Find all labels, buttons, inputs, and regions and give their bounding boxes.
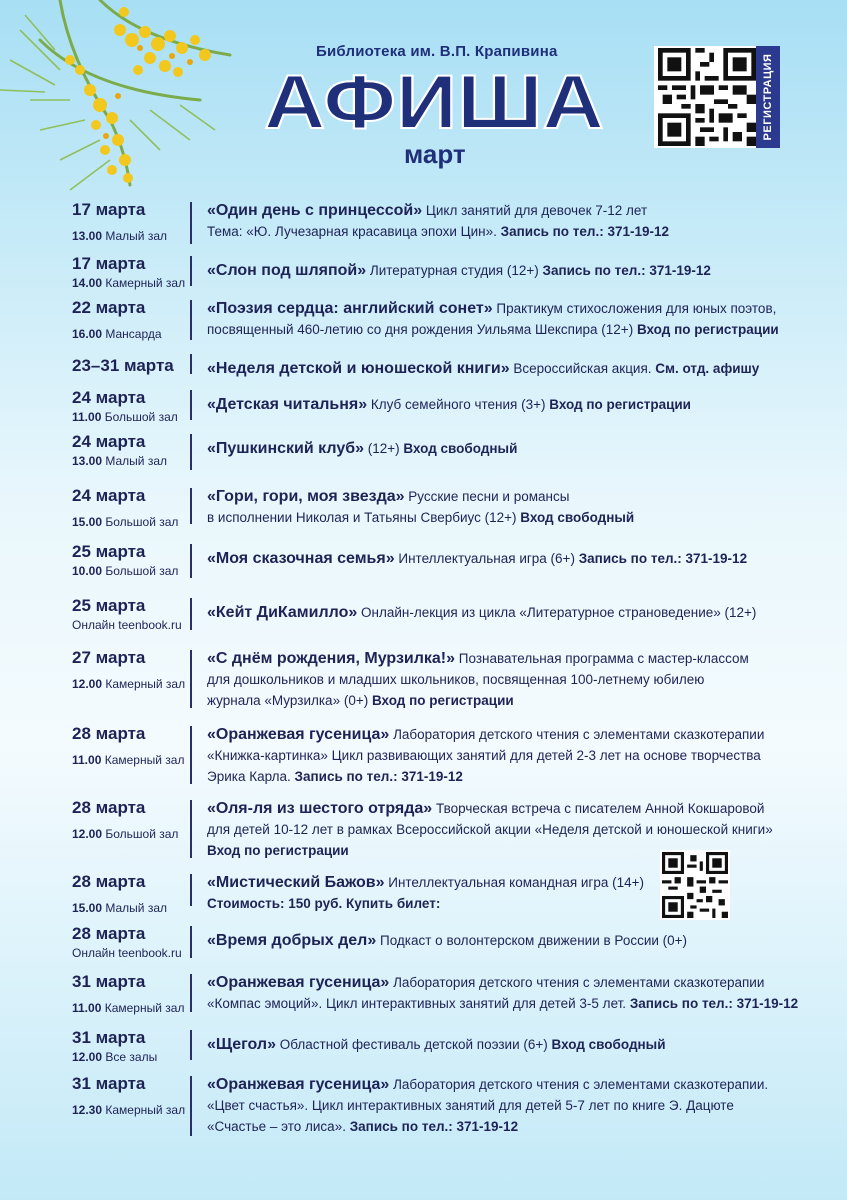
event-row bbox=[0, 1028, 847, 1066]
event-place: Большой зал bbox=[104, 410, 178, 424]
event-description bbox=[207, 648, 749, 711]
event-note: Вход по регистрации bbox=[636, 322, 779, 337]
event-note: Запись по тел.: 371-19-12 bbox=[629, 996, 799, 1011]
row-separator bbox=[190, 800, 192, 858]
event-title: «Оранжевая гусеница» bbox=[207, 726, 390, 743]
event-description bbox=[207, 548, 747, 569]
event-row bbox=[0, 648, 847, 714]
event-note: Вход по регистрации bbox=[549, 397, 691, 412]
event-row bbox=[0, 972, 847, 1018]
event-description bbox=[207, 394, 691, 415]
event-title: «Мистический Бажов» bbox=[207, 874, 385, 891]
event-text: «Цвет счастья». Цикл интерактивных занятий для детей 5-7 лет по книге Э. Дацюте bbox=[207, 1098, 734, 1113]
qr-code-icon bbox=[658, 48, 756, 146]
event-time: 11.00 bbox=[72, 753, 102, 767]
event-time: 11.00 bbox=[72, 410, 102, 424]
event-note: Вход по регистрации bbox=[207, 843, 349, 858]
event-text: Лаборатория детского чтения с элементами сказкотерапии bbox=[389, 727, 765, 742]
event-text: Интеллектуальная командная игра (14+) bbox=[384, 875, 645, 890]
event-time-place bbox=[72, 276, 185, 290]
row-separator bbox=[190, 202, 192, 244]
event-row bbox=[0, 486, 847, 530]
event-description-line bbox=[207, 200, 669, 221]
event-description-line bbox=[207, 1095, 768, 1116]
event-text: Тема: «Ю. Лучезарная красавица эпохи Цин». bbox=[207, 224, 501, 239]
event-description-line bbox=[207, 319, 779, 340]
event-description bbox=[207, 724, 764, 787]
event-date: 31 марта bbox=[72, 972, 146, 991]
event-place: Онлайн teenbook.ru bbox=[72, 946, 182, 960]
event-title: «Моя сказочная семья» bbox=[207, 550, 395, 567]
event-time-place bbox=[72, 1103, 185, 1117]
event-description-line bbox=[207, 1074, 768, 1095]
event-row bbox=[0, 432, 847, 476]
row-separator bbox=[190, 1076, 192, 1136]
event-description-line bbox=[207, 930, 687, 951]
row-separator bbox=[190, 390, 192, 420]
event-note: Вход по регистрации bbox=[371, 693, 514, 708]
event-description-line bbox=[207, 602, 756, 623]
event-text: Познавательная программа с мастер-классом bbox=[455, 651, 749, 666]
event-time: 13.00 bbox=[72, 229, 103, 243]
event-date: 31 марта bbox=[72, 1074, 146, 1093]
event-text: Подкаст о волонтерском движении в России (0+) bbox=[376, 933, 688, 948]
event-date: 25 марта bbox=[72, 596, 146, 615]
event-note: Вход свободный bbox=[551, 1037, 666, 1052]
event-text: в исполнении Николая и Татьяны Свербиус (12+) bbox=[207, 510, 521, 525]
event-text: Клуб семейного чтения (3+) bbox=[367, 397, 550, 412]
event-text: для детей 10-12 лет в рамках Всероссийской акции «Неделя детской и юношеской книги» bbox=[207, 822, 773, 837]
event-title: «Время добрых дел» bbox=[207, 932, 377, 949]
event-text: Онлайн-лекция из цикла «Литературное страноведение» (12+) bbox=[357, 605, 757, 620]
event-description-line bbox=[207, 819, 773, 840]
event-date: 17 марта bbox=[72, 200, 146, 219]
event-date: 24 марта bbox=[72, 486, 146, 505]
event-time: 14.00 bbox=[72, 276, 103, 290]
event-date: 22 марта bbox=[72, 298, 146, 317]
event-title: «Щегол» bbox=[207, 1036, 276, 1053]
row-separator bbox=[190, 874, 192, 906]
event-description-line bbox=[207, 648, 749, 669]
event-title: «Кейт ДиКамилло» bbox=[207, 604, 358, 621]
event-note: См. отд. афишу bbox=[655, 361, 760, 376]
event-description-line bbox=[207, 298, 779, 319]
event-time: 15.00 bbox=[72, 901, 103, 915]
poster-title bbox=[262, 62, 607, 138]
event-date: 17 марта bbox=[72, 254, 146, 273]
event-time-place bbox=[72, 677, 185, 691]
event-date: 28 марта bbox=[72, 798, 146, 817]
event-time-place bbox=[72, 327, 162, 341]
event-date: 24 марта bbox=[72, 388, 146, 407]
event-text: Всероссийская акция. bbox=[509, 361, 656, 376]
event-text: (12+) bbox=[364, 441, 404, 456]
event-description-line bbox=[207, 1116, 768, 1137]
event-place: Камерный зал bbox=[105, 677, 186, 691]
event-title: «Слон под шляпой» bbox=[207, 262, 367, 279]
event-title: «Оранжевая гусеница» bbox=[207, 1076, 390, 1093]
event-time-place bbox=[72, 827, 178, 841]
mimosa-branch-illustration bbox=[0, 0, 240, 200]
event-text: Эрика Карла. bbox=[207, 769, 295, 784]
event-note: Вход свободный bbox=[403, 441, 518, 456]
event-time: 12.00 bbox=[72, 677, 103, 691]
event-note: Вход свободный bbox=[520, 510, 635, 525]
event-description-line bbox=[207, 358, 759, 379]
row-separator bbox=[190, 974, 192, 1012]
event-place: Большой зал bbox=[105, 515, 179, 529]
row-separator bbox=[190, 598, 192, 630]
event-place: Малый зал bbox=[105, 229, 168, 243]
event-place: Все залы bbox=[105, 1050, 158, 1064]
event-description bbox=[207, 872, 644, 914]
event-title: «Оранжевая гусеница» bbox=[207, 974, 390, 991]
event-time-place bbox=[72, 454, 167, 468]
event-title: «Детская читальня» bbox=[207, 396, 368, 413]
row-separator bbox=[190, 354, 192, 374]
event-row bbox=[0, 724, 847, 790]
event-note: Запись по тел.: 371-19-12 bbox=[349, 1119, 519, 1134]
event-description-line bbox=[207, 690, 749, 711]
event-time: 12.00 bbox=[72, 827, 103, 841]
event-description-line bbox=[207, 766, 764, 787]
qr-code-icon bbox=[662, 852, 728, 918]
event-text: Лаборатория детского чтения с элементами сказкотерапии bbox=[389, 975, 765, 990]
event-note: Купить билет: bbox=[345, 896, 441, 911]
event-title: «Один день с принцессой» bbox=[207, 202, 423, 219]
event-row bbox=[0, 542, 847, 584]
event-time-place bbox=[72, 229, 167, 243]
event-place: Камерный зал bbox=[104, 1001, 185, 1015]
event-time-place bbox=[72, 1001, 184, 1015]
event-time-place bbox=[72, 410, 178, 424]
event-time-place bbox=[72, 753, 184, 767]
month-label: март bbox=[404, 139, 466, 169]
event-time: 13.00 bbox=[72, 454, 103, 468]
poster-title-text: АФИША bbox=[264, 62, 604, 138]
event-description-line bbox=[207, 260, 711, 281]
registration-label: РЕГИСТРАЦИЯ bbox=[762, 53, 774, 141]
event-description-line bbox=[207, 221, 669, 242]
event-description-line bbox=[207, 394, 691, 415]
event-text: Творческая встреча с писателем Анной Кокшаровой bbox=[432, 801, 765, 816]
event-description-line bbox=[207, 993, 798, 1014]
event-place: Малый зал bbox=[105, 454, 168, 468]
event-text: «Компас эмоций». Цикл интерактивных занятий для детей 3-5 лет. bbox=[207, 996, 630, 1011]
event-text: «Счастье – это лиса». bbox=[207, 1119, 350, 1134]
library-name: Библиотека им. В.П. Крапивина bbox=[316, 43, 558, 60]
event-time-place bbox=[72, 618, 182, 632]
row-separator bbox=[190, 1030, 192, 1060]
event-title: «С днём рождения, Мурзилка!» bbox=[207, 650, 456, 667]
event-description bbox=[207, 438, 517, 459]
event-date: 28 марта bbox=[72, 872, 146, 891]
event-text: посвященный 460-летию со дня рождения Уильяма Шекспира (12+) bbox=[207, 322, 637, 337]
row-separator bbox=[190, 256, 192, 286]
event-date: 23–31 марта bbox=[72, 356, 174, 375]
event-row bbox=[0, 596, 847, 636]
event-time: 10.00 bbox=[72, 564, 103, 578]
event-place: Камерный зал bbox=[104, 753, 185, 767]
event-row bbox=[0, 388, 847, 426]
registration-tab bbox=[756, 46, 780, 148]
event-description-line bbox=[207, 548, 747, 569]
event-date: 28 марта bbox=[72, 924, 146, 943]
event-title: «Гори, гори, моя звезда» bbox=[207, 488, 405, 505]
event-place: Камерный зал bbox=[105, 276, 186, 290]
event-place: Онлайн teenbook.ru bbox=[72, 618, 182, 632]
event-description bbox=[207, 930, 687, 951]
event-place: Малый зал bbox=[105, 901, 168, 915]
event-date: 27 марта bbox=[72, 648, 146, 667]
registration-qr-code[interactable] bbox=[654, 46, 780, 148]
row-separator bbox=[190, 926, 192, 958]
event-description-line bbox=[207, 872, 644, 893]
event-place: Мансарда bbox=[105, 327, 162, 341]
event-description-line bbox=[207, 438, 517, 459]
event-title: «Поэзия сердца: английский сонет» bbox=[207, 300, 493, 317]
event-text: журнала «Мурзилка» (0+) bbox=[207, 693, 372, 708]
event-text: Областной фестиваль детской поэзии (6+) bbox=[276, 1037, 552, 1052]
event-title: «Пушкинский клуб» bbox=[207, 440, 364, 457]
event-text: Цикл занятий для девочек 7-12 лет bbox=[422, 203, 648, 218]
event-text: «Книжка-картинка» Цикл развивающих занятий для детей 2-3 лет на основе творчества bbox=[207, 748, 761, 763]
event-time-place bbox=[72, 946, 182, 960]
event-description-line bbox=[207, 893, 644, 914]
event-description bbox=[207, 200, 669, 242]
event-description bbox=[207, 1034, 666, 1055]
event-description-line bbox=[207, 798, 773, 819]
row-separator bbox=[190, 488, 192, 524]
ticket-qr-code[interactable] bbox=[660, 850, 730, 920]
event-place: Большой зал bbox=[105, 564, 179, 578]
event-description-line bbox=[207, 972, 798, 993]
row-separator bbox=[190, 434, 192, 470]
event-time-place bbox=[72, 1050, 157, 1064]
event-note: Запись по тел.: 371-19-12 bbox=[500, 224, 670, 239]
event-title: «Неделя детской и юношеской книги» bbox=[207, 360, 510, 377]
row-separator bbox=[190, 650, 192, 708]
event-date: 28 марта bbox=[72, 724, 146, 743]
event-note: Запись по тел.: 371-19-12 bbox=[294, 769, 463, 784]
row-separator bbox=[190, 300, 192, 340]
event-row bbox=[0, 200, 847, 250]
event-time: 11.00 bbox=[72, 1001, 102, 1015]
event-description bbox=[207, 972, 798, 1014]
event-text: для дошкольников и младших школьников, посвященная 100-летнему юбилею bbox=[207, 672, 705, 687]
event-description-line bbox=[207, 1034, 666, 1055]
event-place: Камерный зал bbox=[105, 1103, 186, 1117]
event-time-place bbox=[72, 515, 178, 529]
event-title: «Оля-ля из шестого отряда» bbox=[207, 800, 433, 817]
event-date: 31 марта bbox=[72, 1028, 146, 1047]
poster-header bbox=[0, 0, 847, 195]
event-date: 25 марта bbox=[72, 542, 146, 561]
event-note: Запись по тел.: 371-19-12 bbox=[578, 551, 748, 566]
row-separator bbox=[190, 544, 192, 578]
event-text: Интеллектуальная игра (6+) bbox=[394, 551, 579, 566]
event-note: Запись по тел.: 371-19-12 bbox=[542, 263, 711, 278]
event-date: 24 марта bbox=[72, 432, 146, 451]
event-description bbox=[207, 260, 711, 281]
event-description bbox=[207, 1074, 768, 1137]
event-description-line bbox=[207, 486, 634, 507]
event-time-place bbox=[72, 901, 167, 915]
event-time: 16.00 bbox=[72, 327, 103, 341]
event-row bbox=[0, 298, 847, 346]
event-row bbox=[0, 254, 847, 292]
event-time-place bbox=[72, 564, 178, 578]
event-note: Стоимость: 150 руб. bbox=[207, 896, 343, 911]
event-description-line bbox=[207, 724, 764, 745]
event-description bbox=[207, 602, 756, 623]
event-text: Практикум стихосложения для юных поэтов, bbox=[492, 301, 777, 316]
event-text: Лаборатория детского чтения с элементами сказкотерапии. bbox=[389, 1077, 769, 1092]
event-time: 12.00 bbox=[72, 1050, 103, 1064]
event-time: 15.00 bbox=[72, 515, 103, 529]
row-separator bbox=[190, 726, 192, 784]
event-row bbox=[0, 1074, 847, 1142]
event-description bbox=[207, 298, 779, 340]
event-row bbox=[0, 352, 847, 380]
event-description-line bbox=[207, 507, 634, 528]
event-description-line bbox=[207, 669, 749, 690]
event-place: Большой зал bbox=[105, 827, 179, 841]
event-text: Русские песни и романсы bbox=[404, 489, 570, 504]
event-row bbox=[0, 924, 847, 964]
event-time: 12.30 bbox=[72, 1103, 103, 1117]
event-text: Литературная студия (12+) bbox=[366, 263, 543, 278]
event-description-line bbox=[207, 745, 764, 766]
event-description bbox=[207, 358, 759, 379]
event-description bbox=[207, 486, 634, 528]
